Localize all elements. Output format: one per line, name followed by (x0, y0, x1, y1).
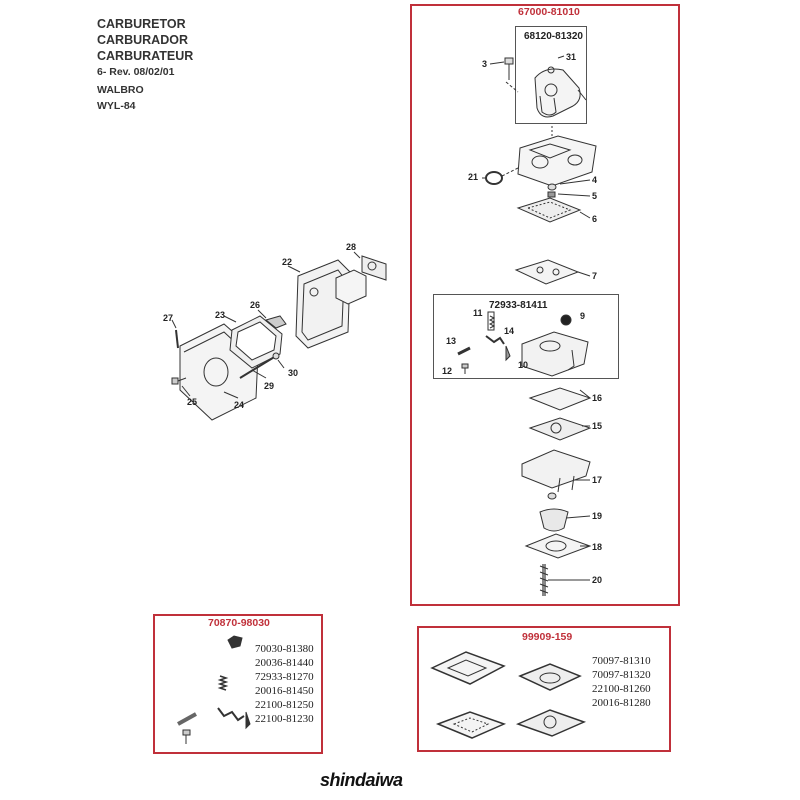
cover-clip-part (176, 330, 178, 348)
callout-12: 12 (442, 366, 453, 376)
diaphragm-part (530, 418, 590, 440)
kit-needle-icon (246, 712, 250, 728)
screw-part (505, 58, 518, 92)
callout-3: 3 (482, 59, 488, 69)
callout-26: 26 (250, 300, 261, 310)
callout-29: 29 (264, 381, 275, 391)
callout-31: 31 (566, 52, 577, 62)
callout-23: 23 (215, 310, 226, 320)
callout-6: 6 (592, 214, 598, 224)
callout-20: 20 (592, 575, 603, 585)
gasket-kit-part: 20016-81280 (592, 697, 651, 709)
callout-14: 14 (504, 326, 515, 336)
model-label: WYL-84 (97, 100, 136, 112)
brand-logo: shindaiwa (320, 770, 403, 790)
repair-kit-number: 70870-98030 (208, 617, 270, 629)
gasket-kit-number: 99909-159 (522, 631, 573, 643)
repair-kit-part: 20016-81450 (255, 685, 314, 697)
callout-30: 30 (288, 368, 299, 378)
callout-5: 5 (592, 191, 598, 201)
callout-13: 13 (446, 336, 457, 346)
callout-18: 18 (592, 542, 603, 552)
repair-kit-part: 72933-81270 (255, 671, 314, 683)
callout-27: 27 (163, 313, 174, 323)
kit-diaphragm-icon (438, 712, 504, 738)
callout-4: 4 (592, 175, 598, 185)
needle-seat-part (548, 192, 555, 197)
fuel-pump-body-part (522, 315, 588, 376)
top-sub-assembly-number: 68120-81320 (524, 31, 583, 42)
callout-15: 15 (592, 421, 603, 431)
repair-kit-part: 20036-81440 (255, 657, 314, 669)
callout-11: 11 (473, 308, 483, 318)
maker-label: WALBRO (97, 84, 144, 96)
metering-cover-part (522, 450, 590, 488)
kit-spring-icon (220, 676, 226, 690)
gasket-kit-part: 22100-81260 (592, 683, 651, 695)
mounting-bolt-part (540, 564, 548, 596)
small-washer-part (548, 184, 556, 190)
kit-lever-icon (218, 708, 244, 720)
main-kit-number: 67000-81010 (518, 6, 580, 18)
kit-gasket-square-icon (520, 664, 580, 690)
carburetor-body-part (518, 126, 596, 186)
pin-part (458, 348, 470, 354)
callout-7: 7 (592, 271, 598, 281)
o-ring-part (486, 172, 502, 184)
callout-24: 24 (234, 400, 245, 410)
small-screw-part (462, 364, 468, 374)
callout-22: 22 (282, 257, 293, 267)
callout-28: 28 (346, 242, 357, 252)
revision-label: 6- Rev. 08/02/01 (97, 66, 175, 78)
gasket-kit-part: 70097-81320 (592, 669, 651, 681)
callout-19: 19 (592, 511, 603, 521)
title-french: CARBURATEUR (97, 49, 194, 63)
callout-16: 16 (592, 393, 603, 403)
kit-metering-diaphragm-icon (518, 710, 584, 736)
callout-10: 10 (518, 360, 529, 370)
repair-kit-part: 22100-81250 (255, 699, 314, 711)
kit-needle-seat-icon (228, 636, 242, 648)
pump-sub-assembly-number: 72933-81411 (489, 300, 548, 311)
inlet-lever-part (486, 336, 504, 344)
spring-part (490, 316, 494, 328)
air-cleaner-base-part (296, 260, 350, 348)
kit-pin-icon (178, 714, 196, 724)
gasket-kit-part: 70097-81310 (592, 655, 651, 667)
primer-bulb-part (540, 509, 568, 531)
repair-kit-part: 22100-81230 (255, 713, 314, 725)
callout-17: 17 (592, 475, 603, 485)
callout-9: 9 (580, 311, 586, 321)
callout-21: 21 (468, 172, 479, 182)
repair-kit-part: 70030-81380 (255, 643, 314, 655)
title-english: CARBURETOR (97, 17, 186, 31)
kit-screw-icon (183, 730, 190, 744)
kit-gasket-large-icon (432, 652, 504, 684)
title-spanish: CARBURADOR (97, 33, 188, 47)
needle-part (506, 346, 510, 360)
throttle-lever-part (535, 67, 586, 117)
pump-gasket-part (516, 260, 578, 284)
callout-25: 25 (187, 397, 198, 407)
